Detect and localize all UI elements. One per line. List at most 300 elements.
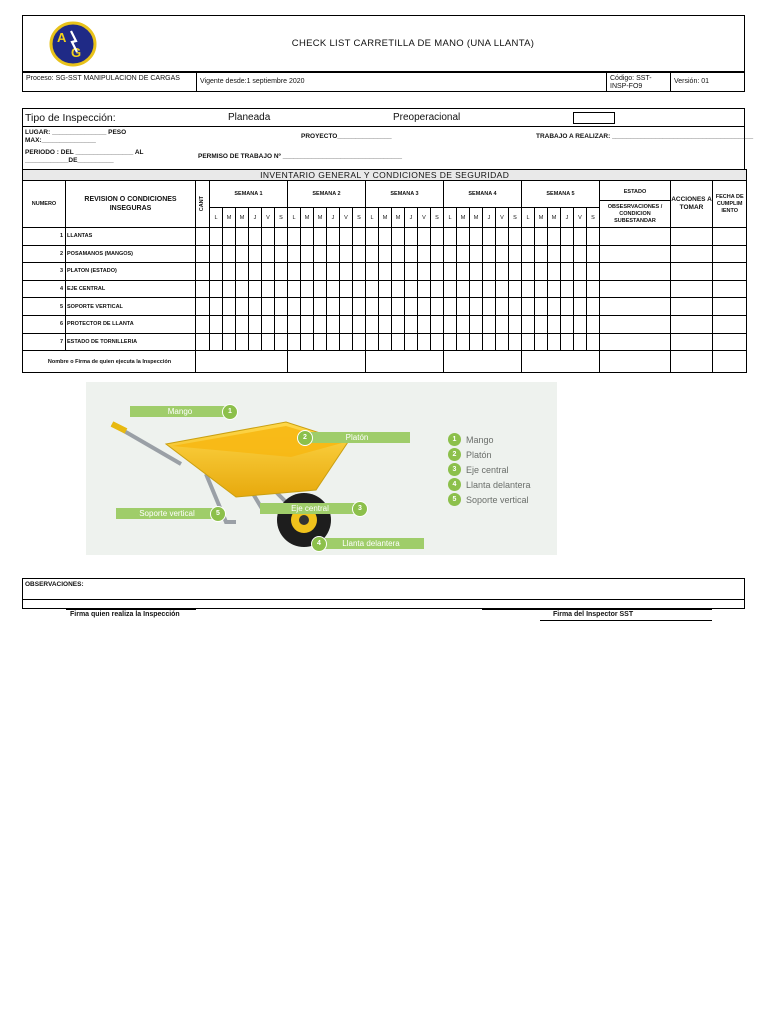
check-cell[interactable] bbox=[444, 333, 457, 351]
check-cell[interactable] bbox=[392, 298, 405, 316]
check-cell[interactable] bbox=[431, 315, 444, 333]
check-cell[interactable] bbox=[210, 280, 223, 298]
check-cell[interactable] bbox=[236, 245, 249, 263]
check-cell[interactable] bbox=[535, 245, 548, 263]
check-cell[interactable] bbox=[196, 263, 210, 281]
item-name: ESTADO DE TORNILLERIA bbox=[66, 333, 196, 351]
check-cell[interactable] bbox=[405, 315, 418, 333]
check-cell[interactable] bbox=[535, 333, 548, 351]
check-cell[interactable] bbox=[496, 333, 509, 351]
lugar-field[interactable]: LUGAR: _______________ PESO MAX:_______________ bbox=[25, 129, 127, 144]
check-cell[interactable] bbox=[418, 263, 431, 281]
fecha-cell[interactable] bbox=[713, 315, 747, 333]
check-cell[interactable] bbox=[340, 228, 353, 246]
check-cell[interactable] bbox=[457, 280, 470, 298]
check-cell[interactable] bbox=[470, 263, 483, 281]
diagram-tag bbox=[130, 406, 230, 417]
signature-cell[interactable] bbox=[522, 351, 600, 373]
check-cell[interactable] bbox=[340, 333, 353, 351]
check-cell[interactable] bbox=[496, 263, 509, 281]
check-cell[interactable] bbox=[405, 333, 418, 351]
acciones-cell[interactable] bbox=[671, 315, 713, 333]
diagram-tag-label: Soporte vertical bbox=[139, 509, 195, 518]
check-cell[interactable] bbox=[522, 315, 535, 333]
obs-cell[interactable] bbox=[600, 333, 671, 351]
legend-number-icon: 3 bbox=[448, 463, 461, 476]
check-cell[interactable] bbox=[236, 263, 249, 281]
check-cell[interactable] bbox=[223, 263, 236, 281]
check-cell[interactable] bbox=[522, 298, 535, 316]
fecha-cell[interactable] bbox=[713, 280, 747, 298]
item-number: 6 bbox=[23, 315, 66, 333]
check-cell[interactable] bbox=[431, 280, 444, 298]
check-cell[interactable] bbox=[249, 263, 262, 281]
check-cell[interactable] bbox=[314, 298, 327, 316]
check-cell[interactable] bbox=[196, 333, 210, 351]
check-cell[interactable] bbox=[366, 263, 379, 281]
diagram-tag bbox=[318, 538, 424, 549]
check-cell[interactable] bbox=[457, 315, 470, 333]
day-header: J bbox=[483, 208, 496, 228]
check-cell[interactable] bbox=[275, 245, 288, 263]
check-cell[interactable] bbox=[548, 245, 561, 263]
check-cell[interactable] bbox=[314, 280, 327, 298]
check-cell[interactable] bbox=[275, 298, 288, 316]
check-cell[interactable] bbox=[431, 333, 444, 351]
check-cell[interactable] bbox=[327, 333, 340, 351]
check-cell[interactable] bbox=[379, 263, 392, 281]
check-cell[interactable] bbox=[587, 245, 600, 263]
check-cell[interactable] bbox=[301, 333, 314, 351]
check-cell[interactable] bbox=[535, 280, 548, 298]
check-cell[interactable] bbox=[470, 245, 483, 263]
check-cell[interactable] bbox=[379, 245, 392, 263]
check-cell[interactable] bbox=[574, 333, 587, 351]
company-logo bbox=[49, 21, 97, 67]
check-cell[interactable] bbox=[249, 315, 262, 333]
check-cell[interactable] bbox=[561, 263, 574, 281]
check-cell[interactable] bbox=[418, 315, 431, 333]
check-cell[interactable] bbox=[301, 245, 314, 263]
legend-number-icon: 5 bbox=[448, 493, 461, 506]
check-cell[interactable] bbox=[509, 263, 522, 281]
observaciones-label: OBSERVACIONES: bbox=[25, 581, 84, 588]
permiso-field[interactable]: PERMISO DE TRABAJO Nº _________________________________ bbox=[198, 153, 403, 160]
check-cell[interactable] bbox=[379, 333, 392, 351]
svg-text:A: A bbox=[57, 30, 67, 45]
check-cell[interactable] bbox=[262, 228, 275, 246]
check-cell[interactable] bbox=[444, 245, 457, 263]
check-cell[interactable] bbox=[314, 315, 327, 333]
check-cell[interactable] bbox=[379, 228, 392, 246]
check-cell[interactable] bbox=[392, 228, 405, 246]
check-cell[interactable] bbox=[418, 280, 431, 298]
check-cell[interactable] bbox=[262, 298, 275, 316]
check-cell[interactable] bbox=[470, 298, 483, 316]
col-cant: CANT bbox=[196, 181, 210, 228]
fecha-cell[interactable] bbox=[713, 298, 747, 316]
check-cell[interactable] bbox=[548, 228, 561, 246]
check-cell[interactable] bbox=[275, 333, 288, 351]
check-cell[interactable] bbox=[379, 315, 392, 333]
obs-cell[interactable] bbox=[600, 245, 671, 263]
obs-cell[interactable] bbox=[600, 280, 671, 298]
check-cell[interactable] bbox=[561, 280, 574, 298]
check-cell[interactable] bbox=[196, 280, 210, 298]
check-cell[interactable] bbox=[288, 315, 301, 333]
check-cell[interactable] bbox=[353, 280, 366, 298]
obs-cell[interactable] bbox=[600, 315, 671, 333]
col-estado: ESTADO OBSESRVACIONES / CONDICION SUBESTANDAR bbox=[600, 181, 671, 228]
check-cell[interactable] bbox=[509, 315, 522, 333]
check-cell[interactable] bbox=[392, 280, 405, 298]
check-cell[interactable] bbox=[353, 298, 366, 316]
acciones-cell[interactable] bbox=[671, 228, 713, 246]
check-cell[interactable] bbox=[418, 245, 431, 263]
check-cell[interactable] bbox=[561, 228, 574, 246]
check-cell[interactable] bbox=[405, 228, 418, 246]
check-cell[interactable] bbox=[236, 315, 249, 333]
svg-text:G: G bbox=[71, 45, 82, 60]
day-header: M bbox=[223, 208, 236, 228]
check-cell[interactable] bbox=[444, 298, 457, 316]
check-cell[interactable] bbox=[223, 245, 236, 263]
check-cell[interactable] bbox=[210, 298, 223, 316]
check-cell[interactable] bbox=[236, 280, 249, 298]
wheelbarrow-diagram bbox=[86, 382, 557, 555]
check-cell[interactable] bbox=[210, 333, 223, 351]
day-header: L bbox=[444, 208, 457, 228]
diagram-tag bbox=[116, 508, 218, 519]
check-cell[interactable] bbox=[548, 298, 561, 316]
check-cell[interactable] bbox=[483, 280, 496, 298]
check-cell[interactable] bbox=[587, 280, 600, 298]
check-cell[interactable] bbox=[340, 315, 353, 333]
obs-cell[interactable] bbox=[600, 228, 671, 246]
check-cell[interactable] bbox=[223, 298, 236, 316]
check-cell[interactable] bbox=[236, 298, 249, 316]
obs-cell[interactable] bbox=[600, 298, 671, 316]
check-cell[interactable] bbox=[483, 298, 496, 316]
signature-label: Nombre o Firma de quien ejecuta la Inspección bbox=[23, 351, 196, 373]
check-cell[interactable] bbox=[561, 298, 574, 316]
check-cell[interactable] bbox=[522, 333, 535, 351]
check-cell[interactable] bbox=[249, 333, 262, 351]
check-cell[interactable] bbox=[522, 228, 535, 246]
day-header: L bbox=[288, 208, 301, 228]
check-cell[interactable] bbox=[314, 228, 327, 246]
check-cell[interactable] bbox=[457, 263, 470, 281]
document-meta-row bbox=[22, 72, 745, 92]
legend-item bbox=[448, 477, 531, 492]
check-cell[interactable] bbox=[262, 333, 275, 351]
table-row bbox=[23, 263, 747, 281]
signature-cell[interactable] bbox=[671, 351, 713, 373]
item-number: 3 bbox=[23, 263, 66, 281]
check-cell[interactable] bbox=[470, 333, 483, 351]
check-cell[interactable] bbox=[509, 228, 522, 246]
check-cell[interactable] bbox=[509, 333, 522, 351]
check-cell[interactable] bbox=[392, 315, 405, 333]
check-cell[interactable] bbox=[288, 245, 301, 263]
proyecto-field[interactable]: PROYECTO_______________ bbox=[301, 133, 392, 140]
check-cell[interactable] bbox=[535, 298, 548, 316]
check-cell[interactable] bbox=[509, 280, 522, 298]
planeada-option: Planeada bbox=[228, 112, 271, 123]
check-cell[interactable] bbox=[431, 228, 444, 246]
signature-cell[interactable] bbox=[366, 351, 444, 373]
check-cell[interactable] bbox=[548, 263, 561, 281]
day-header: L bbox=[522, 208, 535, 228]
check-cell[interactable] bbox=[340, 245, 353, 263]
check-cell[interactable] bbox=[262, 315, 275, 333]
check-cell[interactable] bbox=[392, 263, 405, 281]
check-cell[interactable] bbox=[405, 280, 418, 298]
check-cell[interactable] bbox=[353, 263, 366, 281]
acciones-cell[interactable] bbox=[671, 298, 713, 316]
check-cell[interactable] bbox=[457, 298, 470, 316]
check-cell[interactable] bbox=[262, 263, 275, 281]
check-cell[interactable] bbox=[418, 298, 431, 316]
preoperacional-checkbox[interactable] bbox=[573, 112, 615, 124]
table-row bbox=[23, 298, 747, 316]
check-cell[interactable] bbox=[496, 315, 509, 333]
check-cell[interactable] bbox=[418, 333, 431, 351]
check-cell[interactable] bbox=[275, 280, 288, 298]
check-cell[interactable] bbox=[340, 263, 353, 281]
check-cell[interactable] bbox=[574, 245, 587, 263]
check-cell[interactable] bbox=[418, 228, 431, 246]
check-cell[interactable] bbox=[444, 263, 457, 281]
check-cell[interactable] bbox=[522, 280, 535, 298]
check-cell[interactable] bbox=[470, 228, 483, 246]
acciones-cell[interactable] bbox=[671, 245, 713, 263]
check-cell[interactable] bbox=[196, 315, 210, 333]
check-cell[interactable] bbox=[288, 298, 301, 316]
check-cell[interactable] bbox=[444, 228, 457, 246]
signature-cell[interactable] bbox=[600, 351, 671, 373]
fecha-cell[interactable] bbox=[713, 333, 747, 351]
item-name: POSAMANOS (MANGOS) bbox=[66, 245, 196, 263]
check-cell[interactable] bbox=[327, 298, 340, 316]
check-cell[interactable] bbox=[196, 245, 210, 263]
check-cell[interactable] bbox=[366, 333, 379, 351]
check-cell[interactable] bbox=[249, 228, 262, 246]
check-cell[interactable] bbox=[314, 333, 327, 351]
check-cell[interactable] bbox=[223, 333, 236, 351]
check-cell[interactable] bbox=[249, 245, 262, 263]
check-cell[interactable] bbox=[275, 315, 288, 333]
check-cell[interactable] bbox=[457, 228, 470, 246]
check-cell[interactable] bbox=[561, 333, 574, 351]
fecha-cell[interactable] bbox=[713, 263, 747, 281]
check-cell[interactable] bbox=[327, 315, 340, 333]
check-cell[interactable] bbox=[535, 228, 548, 246]
check-cell[interactable] bbox=[288, 333, 301, 351]
check-cell[interactable] bbox=[210, 228, 223, 246]
week-header: SEMANA 2 bbox=[288, 181, 366, 208]
check-cell[interactable] bbox=[587, 333, 600, 351]
day-header: L bbox=[366, 208, 379, 228]
item-number: 7 bbox=[23, 333, 66, 351]
check-cell[interactable] bbox=[405, 245, 418, 263]
check-cell[interactable] bbox=[483, 315, 496, 333]
check-cell[interactable] bbox=[509, 298, 522, 316]
check-cell[interactable] bbox=[288, 228, 301, 246]
item-name: EJE CENTRAL bbox=[66, 280, 196, 298]
check-cell[interactable] bbox=[574, 315, 587, 333]
check-cell[interactable] bbox=[470, 315, 483, 333]
check-cell[interactable] bbox=[535, 263, 548, 281]
check-cell[interactable] bbox=[587, 315, 600, 333]
check-cell[interactable] bbox=[340, 280, 353, 298]
check-cell[interactable] bbox=[366, 245, 379, 263]
check-cell[interactable] bbox=[405, 298, 418, 316]
check-cell[interactable] bbox=[249, 298, 262, 316]
fecha-cell[interactable] bbox=[713, 245, 747, 263]
check-cell[interactable] bbox=[431, 245, 444, 263]
check-cell[interactable] bbox=[301, 298, 314, 316]
check-cell[interactable] bbox=[366, 315, 379, 333]
inspection-info bbox=[22, 108, 754, 170]
signature-cell[interactable] bbox=[196, 351, 288, 373]
check-cell[interactable] bbox=[327, 263, 340, 281]
check-cell[interactable] bbox=[301, 228, 314, 246]
check-cell[interactable] bbox=[236, 333, 249, 351]
day-header: V bbox=[340, 208, 353, 228]
acciones-cell[interactable] bbox=[671, 263, 713, 281]
check-cell[interactable] bbox=[509, 245, 522, 263]
check-cell[interactable] bbox=[327, 228, 340, 246]
check-cell[interactable] bbox=[548, 280, 561, 298]
check-cell[interactable] bbox=[379, 280, 392, 298]
item-number: 4 bbox=[23, 280, 66, 298]
check-cell[interactable] bbox=[366, 280, 379, 298]
check-cell[interactable] bbox=[275, 263, 288, 281]
check-cell[interactable] bbox=[574, 263, 587, 281]
check-cell[interactable] bbox=[288, 280, 301, 298]
check-cell[interactable] bbox=[353, 228, 366, 246]
check-cell[interactable] bbox=[483, 333, 496, 351]
check-cell[interactable] bbox=[522, 263, 535, 281]
signature-cell[interactable] bbox=[288, 351, 366, 373]
check-cell[interactable] bbox=[301, 263, 314, 281]
check-cell[interactable] bbox=[431, 263, 444, 281]
preoperacional-option: Preoperacional bbox=[393, 112, 461, 123]
check-cell[interactable] bbox=[340, 298, 353, 316]
day-header: L bbox=[210, 208, 223, 228]
col-numero: NUMERO bbox=[23, 181, 66, 228]
check-cell[interactable] bbox=[288, 263, 301, 281]
check-cell[interactable] bbox=[327, 245, 340, 263]
check-cell[interactable] bbox=[196, 228, 210, 246]
check-cell[interactable] bbox=[574, 298, 587, 316]
check-cell[interactable] bbox=[210, 245, 223, 263]
check-cell[interactable] bbox=[392, 333, 405, 351]
check-cell[interactable] bbox=[431, 298, 444, 316]
legend-label: Platón bbox=[466, 449, 492, 460]
check-cell[interactable] bbox=[210, 315, 223, 333]
check-cell[interactable] bbox=[587, 228, 600, 246]
check-cell[interactable] bbox=[249, 280, 262, 298]
check-cell[interactable] bbox=[496, 298, 509, 316]
check-cell[interactable] bbox=[262, 280, 275, 298]
check-cell[interactable] bbox=[548, 315, 561, 333]
week-header: SEMANA 1 bbox=[210, 181, 288, 208]
check-cell[interactable] bbox=[392, 245, 405, 263]
check-cell[interactable] bbox=[470, 280, 483, 298]
check-cell[interactable] bbox=[275, 228, 288, 246]
check-cell[interactable] bbox=[574, 228, 587, 246]
check-cell[interactable] bbox=[210, 263, 223, 281]
check-cell[interactable] bbox=[496, 245, 509, 263]
check-cell[interactable] bbox=[496, 280, 509, 298]
signature-cell[interactable] bbox=[444, 351, 522, 373]
trabajo-field[interactable]: TRABAJO A REALIZAR: _______________________________________ bbox=[536, 133, 754, 140]
check-cell[interactable] bbox=[366, 298, 379, 316]
day-header: M bbox=[392, 208, 405, 228]
check-cell[interactable] bbox=[327, 280, 340, 298]
check-cell[interactable] bbox=[444, 315, 457, 333]
day-header: J bbox=[405, 208, 418, 228]
check-cell[interactable] bbox=[353, 315, 366, 333]
diagram-tag bbox=[260, 503, 360, 514]
check-cell[interactable] bbox=[353, 245, 366, 263]
check-cell[interactable] bbox=[483, 228, 496, 246]
check-cell[interactable] bbox=[444, 280, 457, 298]
check-cell[interactable] bbox=[196, 298, 210, 316]
periodo-field[interactable]: PERIODO : DEL ________________ AL ____________DE__________ bbox=[25, 149, 144, 164]
check-cell[interactable] bbox=[483, 245, 496, 263]
check-cell[interactable] bbox=[314, 263, 327, 281]
check-cell[interactable] bbox=[574, 280, 587, 298]
check-cell[interactable] bbox=[301, 280, 314, 298]
check-cell[interactable] bbox=[587, 298, 600, 316]
day-header: S bbox=[275, 208, 288, 228]
acciones-cell[interactable] bbox=[671, 280, 713, 298]
check-cell[interactable] bbox=[223, 315, 236, 333]
check-cell[interactable] bbox=[548, 333, 561, 351]
fecha-cell[interactable] bbox=[713, 228, 747, 246]
check-cell[interactable] bbox=[496, 228, 509, 246]
signature-cell[interactable] bbox=[713, 351, 747, 373]
check-cell[interactable] bbox=[353, 333, 366, 351]
check-cell[interactable] bbox=[483, 263, 496, 281]
diagram-tag bbox=[304, 432, 410, 443]
check-cell[interactable] bbox=[301, 315, 314, 333]
check-cell[interactable] bbox=[223, 228, 236, 246]
check-cell[interactable] bbox=[457, 245, 470, 263]
check-cell[interactable] bbox=[561, 315, 574, 333]
check-cell[interactable] bbox=[587, 263, 600, 281]
check-cell[interactable] bbox=[379, 298, 392, 316]
version-field: Versión: 01 bbox=[674, 78, 710, 85]
proceso-field: Proceso: SG-SST MANIPULACION DE CARGAS bbox=[23, 73, 197, 91]
check-cell[interactable] bbox=[535, 315, 548, 333]
check-cell[interactable] bbox=[561, 245, 574, 263]
obs-cell[interactable] bbox=[600, 263, 671, 281]
check-cell[interactable] bbox=[262, 245, 275, 263]
check-cell[interactable] bbox=[366, 228, 379, 246]
check-cell[interactable] bbox=[236, 228, 249, 246]
check-cell[interactable] bbox=[223, 280, 236, 298]
check-cell[interactable] bbox=[405, 263, 418, 281]
check-cell[interactable] bbox=[314, 245, 327, 263]
check-cell[interactable] bbox=[522, 245, 535, 263]
day-header: S bbox=[509, 208, 522, 228]
check-cell[interactable] bbox=[457, 333, 470, 351]
acciones-cell[interactable] bbox=[671, 333, 713, 351]
